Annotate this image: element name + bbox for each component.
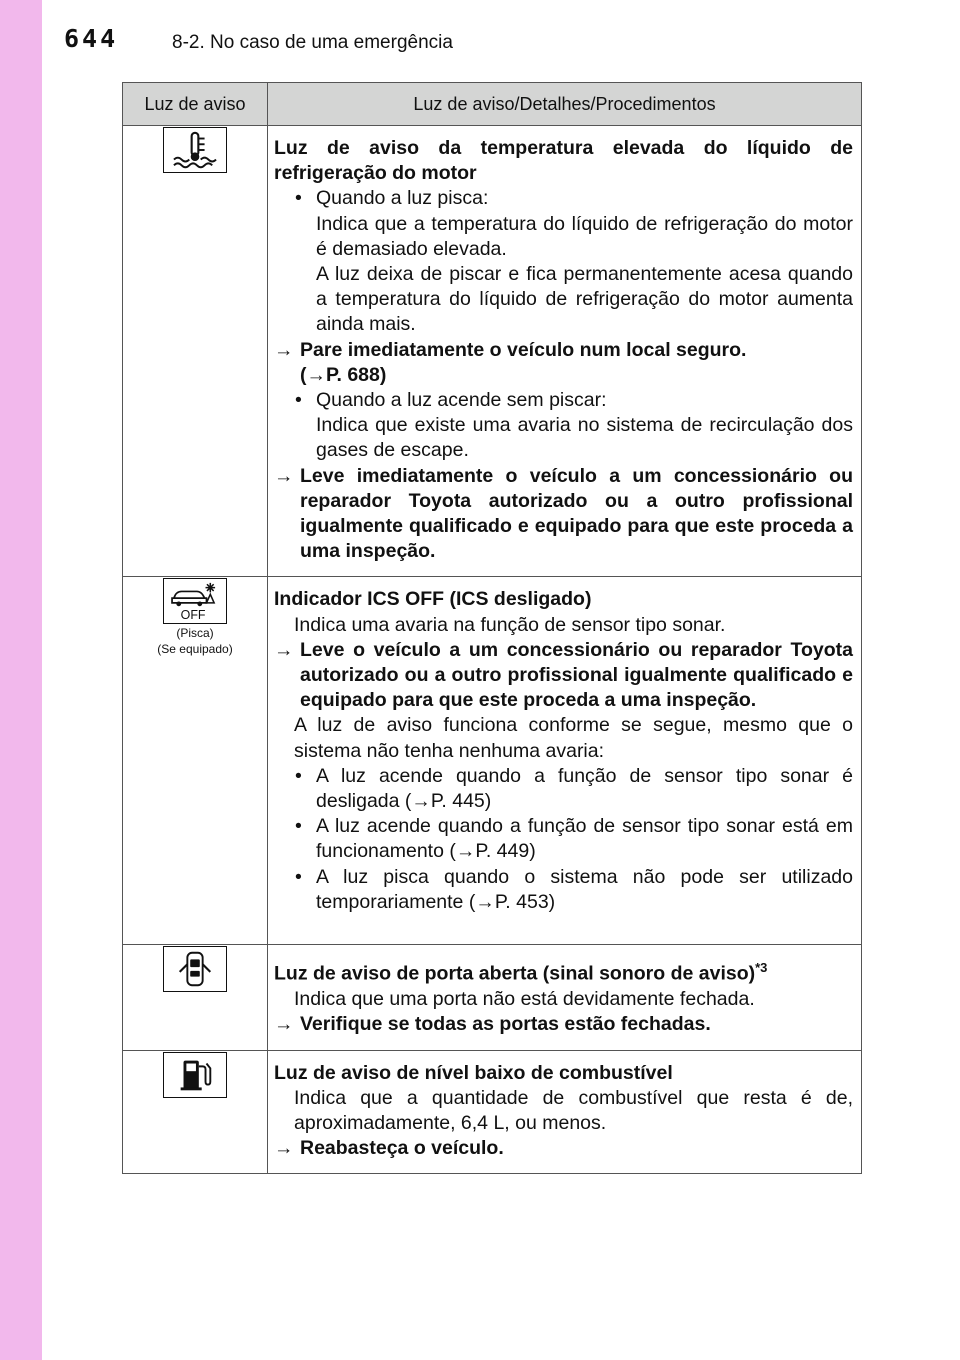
- arrow-icon: →: [274, 1137, 294, 1160]
- bullet-dot: •: [295, 865, 302, 888]
- table-row-coolant: [123, 126, 862, 577]
- ics-off-indicator-icon: [163, 578, 227, 624]
- bullet-text: A luz acende quando a função de sensor tipo sonar está em funcionamento (→P. 449): [316, 815, 853, 863]
- action-text: Leve imediatamente o veículo a um concessionário ou reparador Toyota autorizado ou a outro profissional igualmente qualificado e equipado para que este proceda a uma inspeção.: [300, 464, 853, 563]
- detail-text: A luz de aviso funciona conforme se segue, mesmo que o sistema não tenha nenhuma avaria:: [294, 714, 853, 762]
- warning-title: Indicador ICS OFF (ICS desligado): [274, 588, 592, 611]
- action-item: [274, 1012, 853, 1037]
- low-fuel-warning-icon: [163, 1052, 227, 1098]
- bullet-label: Quando a luz acende sem piscar:: [316, 389, 607, 412]
- detail-text: Indica que a temperatura do líquido de refrigeração do motor é demasiado elevada.: [316, 212, 853, 260]
- arrow-icon: →: [274, 338, 294, 361]
- open-door-warning-icon: [163, 946, 227, 992]
- arrow-icon: →: [274, 638, 294, 661]
- bullet-item: [274, 865, 853, 915]
- warning-title: Luz de aviso da temperatura elevada do líquido de refrigeração do motor: [274, 137, 853, 185]
- icon-cell: [123, 945, 268, 1050]
- action-item: [274, 338, 853, 363]
- table-row-ics-off: [123, 577, 862, 945]
- column-header-icon: Luz de aviso: [123, 83, 268, 126]
- description-cell: [268, 126, 862, 577]
- bullet-text: A luz pisca quando o sistema não pode ser utilizado temporariamente (→P. 453): [316, 865, 853, 913]
- bullet-dot: •: [295, 389, 302, 412]
- action-text: Leve o veículo a um concessionário ou reparador Toyota autorizado ou a outro profissional igualmente qualificado e equipado para que este proceda a uma inspeção.: [300, 638, 853, 712]
- warning-title-text: Luz de aviso de porta aberta (sinal sonoro de aviso): [274, 962, 756, 985]
- table-row-fuel: [123, 1050, 862, 1174]
- bullet-dot: •: [295, 187, 302, 210]
- section-title: 8-2. No caso de uma emergência: [172, 32, 453, 53]
- bullet-dot: •: [295, 764, 302, 787]
- bullet-text: A luz acende quando a função de sensor tipo sonar é desligada (→P. 445): [316, 764, 853, 813]
- bullet-item: [274, 186, 853, 211]
- coolant-temperature-warning-icon: [163, 127, 227, 173]
- arrow-icon: →: [274, 1013, 294, 1036]
- footnote-marker: *3: [755, 960, 768, 976]
- bullet-dot: •: [295, 815, 302, 838]
- column-header-description: Luz de aviso/Detalhes/Procedimentos: [268, 83, 862, 126]
- description-cell: [268, 945, 862, 1050]
- icon-cell: [123, 1050, 268, 1174]
- table-row-door: [123, 945, 862, 1050]
- action-item: [274, 1136, 853, 1161]
- side-tab-strip: [0, 0, 42, 1360]
- bullet-item: [274, 814, 853, 864]
- page-reference: (→P. 688): [300, 363, 387, 386]
- action-item: [274, 638, 853, 714]
- detail-text: Indica uma avaria na função de sensor tipo sonar.: [294, 613, 726, 636]
- page-number: 644: [64, 24, 119, 53]
- icon-cell: [123, 577, 268, 945]
- bullet-item: [274, 388, 853, 413]
- action-text: Verifique se todas as portas estão fechadas.: [300, 1013, 711, 1036]
- ics-off-label: OFF: [180, 608, 206, 623]
- action-text: Reabasteça o veículo.: [300, 1137, 504, 1160]
- detail-text: Indica que a quantidade de combustível que resta é de, aproximadamente, 6,4 L, ou menos.: [294, 1086, 853, 1134]
- description-cell: [268, 577, 862, 945]
- icon-cell: [123, 126, 268, 577]
- warning-title: Luz de aviso de nível baixo de combustível: [274, 1061, 673, 1084]
- arrow-icon: →: [274, 464, 294, 487]
- detail-text: A luz deixa de piscar e fica permanentemente acesa quando a temperatura do líquido de refrigeração do motor aumenta ainda mais.: [316, 263, 853, 336]
- action-text: Pare imediatamente o veículo num local seguro.: [300, 338, 747, 361]
- bullet-label: Quando a luz pisca:: [316, 187, 489, 210]
- icon-note-blink: (Pisca): [176, 626, 214, 641]
- detail-text: Indica que existe uma avaria no sistema de recirculação dos gases de escape.: [316, 414, 853, 462]
- warning-lights-table: [122, 82, 862, 1174]
- icon-note-equipped: (Se equipado): [157, 642, 233, 657]
- detail-text: Indica que uma porta não está devidamente fechada.: [294, 988, 755, 1011]
- bullet-item: [274, 764, 853, 814]
- warning-title: [274, 955, 853, 987]
- description-cell: [268, 1050, 862, 1174]
- action-item: [274, 464, 853, 565]
- table-header-row: [123, 83, 862, 126]
